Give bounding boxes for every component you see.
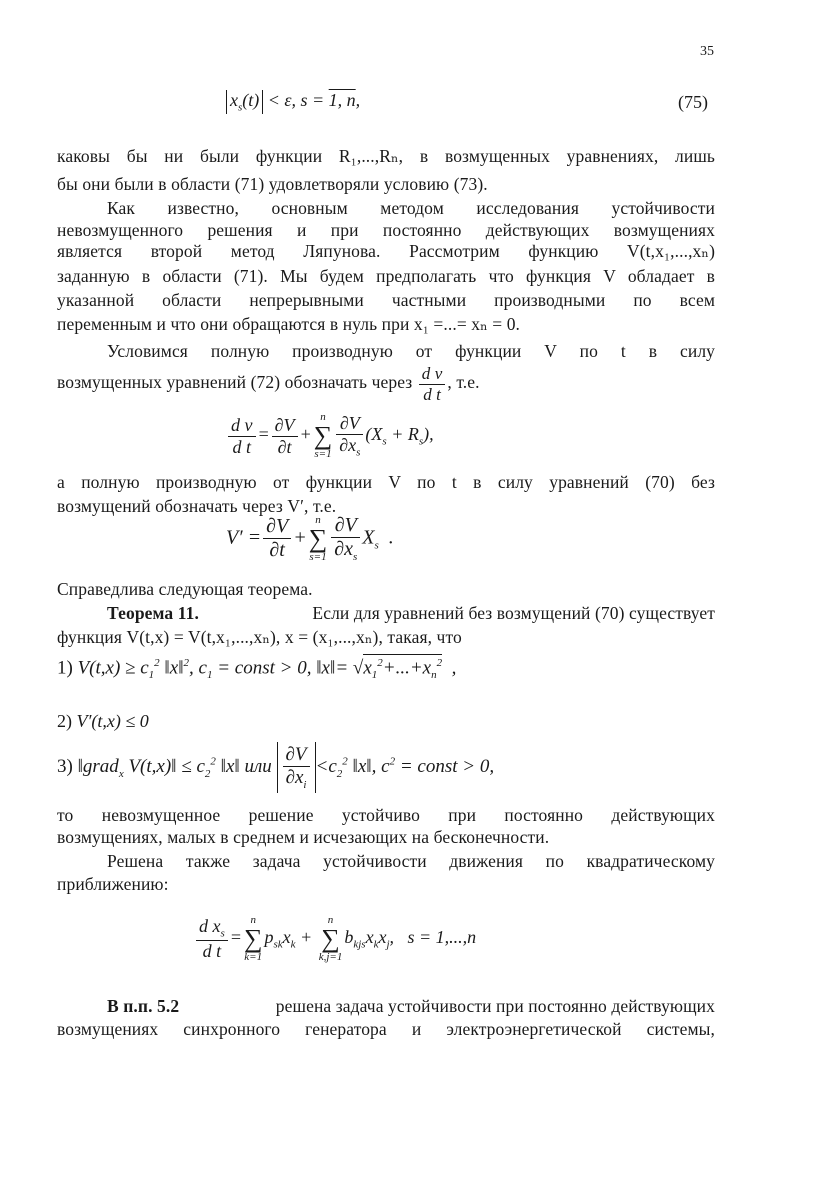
- theorem-line1: [107, 603, 715, 624]
- para2-line4: заданную в области (71). Мы будем предполагать что функция V обладает в: [57, 266, 715, 286]
- para7-text: решена задача устойчивости при постоянно действующих: [275, 996, 715, 1016]
- para1-line1: каковы бы ни были функции R₁,...,Rₙ, в возмущенных уравнениях, лишь: [57, 146, 715, 166]
- para3-line2-tail: , т.е.: [447, 372, 480, 393]
- para2-line3: является второй метод Ляпунова. Рассмотрим функцию V(t,x₁,...,xₙ): [57, 241, 715, 261]
- para1-line2: бы они были в области (71) удовлетворяли условию (73).: [57, 174, 488, 194]
- theorem-conclusion-1: то невозмущенное решение устойчиво при постоянно действующих: [57, 805, 715, 825]
- para3-line2-text: возмущенных уравнений (72) обозначать через: [57, 372, 413, 393]
- theorem-label: Теорема 11.: [107, 603, 199, 623]
- para2-line6: переменным и что они обращаются в нуль при x₁ =...= xₙ = 0.: [57, 314, 521, 334]
- theorem-text: Если для уравнений без возмущений (70) существует: [312, 603, 715, 623]
- para6-line2: приближению:: [57, 874, 169, 894]
- para4-line2: возмущений обозначать через V′, т.е.: [57, 496, 337, 516]
- para7-line2: возмущениях синхронного генератора и электроэнергетической системы,: [57, 1019, 715, 1039]
- para6-line1: Решена также задача устойчивости движения по квадратическому: [107, 851, 715, 871]
- page-number: 35: [700, 44, 714, 59]
- para7-label: В п.п. 5.2: [107, 996, 180, 1016]
- para4-line1: а полную производную от функции V по t в силу уравнений (70) без: [57, 472, 715, 492]
- theorem-condition-2: 2) V′(t,x) ≤ 0: [57, 711, 149, 731]
- theorem-condition-1: 1) $V(t,x) \ge c_1^2$ ‖x‖$^2$, $c_1$ = const > 0, ‖x‖= $√x_1^2+...+x_n^2$ ,: [57, 654, 456, 681]
- para5: Справедлива следующая теорема.: [57, 579, 313, 599]
- equation-vprime: V′ = $\frac{\partial V}{\partial t}$ + n ∑ s=1 $\frac{\partial V}{\partial x_s}$ $X_s$ .: [226, 513, 394, 563]
- equation-75: $x_s(t) < \varepsilon$, s = 1, n,: [226, 90, 360, 114]
- para2-line5: указанной области непрерывными частными производными по всем: [57, 290, 715, 310]
- theorem-line2: функция V(t,x) = V(t,x₁,...,xₙ), x = (x₁,...,xₙ), такая, что: [57, 627, 462, 647]
- equation-quadratic: $\frac{d x_s}{\text{d t}}$ = n ∑ k=1 $p_{sk}x_k$ + n ∑ k,j=1 $b_{kjs}x_kx_j$, s = 1,...,n: [194, 915, 476, 963]
- theorem-conclusion-2: возмущениях, малых в среднем и исчезающих на бесконечности.: [57, 827, 550, 847]
- theorem-condition-3: 3) ‖grad$_x$ V(t,x)‖ ≤ $c_2^2$ ‖x‖ или $\frac{\partial V}{\partial x_i}$ $<c_2^2$ ‖x‖, $c^2$ = const > 0,: [57, 742, 494, 793]
- para2-line1: Как известно, основным методом исследования устойчивости: [107, 198, 715, 218]
- para3-line2: возмущенных уравнений (72) обозначать через $\frac{\text{d v}}{\text{d t}}$ , т.е.: [57, 364, 480, 404]
- para2-line2: невозмущенного решения и при постоянно действующих возмущениях: [57, 220, 715, 240]
- para3-line1: Условимся полную производную от функции V по t в силу: [107, 341, 715, 361]
- para7-line1: [107, 996, 715, 1017]
- equation-dvdt: $\frac{\text{d v}}{\text{d t}}$ = $\frac{\partial V}{\partial t}$ + n ∑ s=1 $\frac{\partial V}{\partial x_s}$ $(X_s + R_s)$,: [226, 412, 434, 460]
- equation-75-number: (75): [678, 92, 708, 112]
